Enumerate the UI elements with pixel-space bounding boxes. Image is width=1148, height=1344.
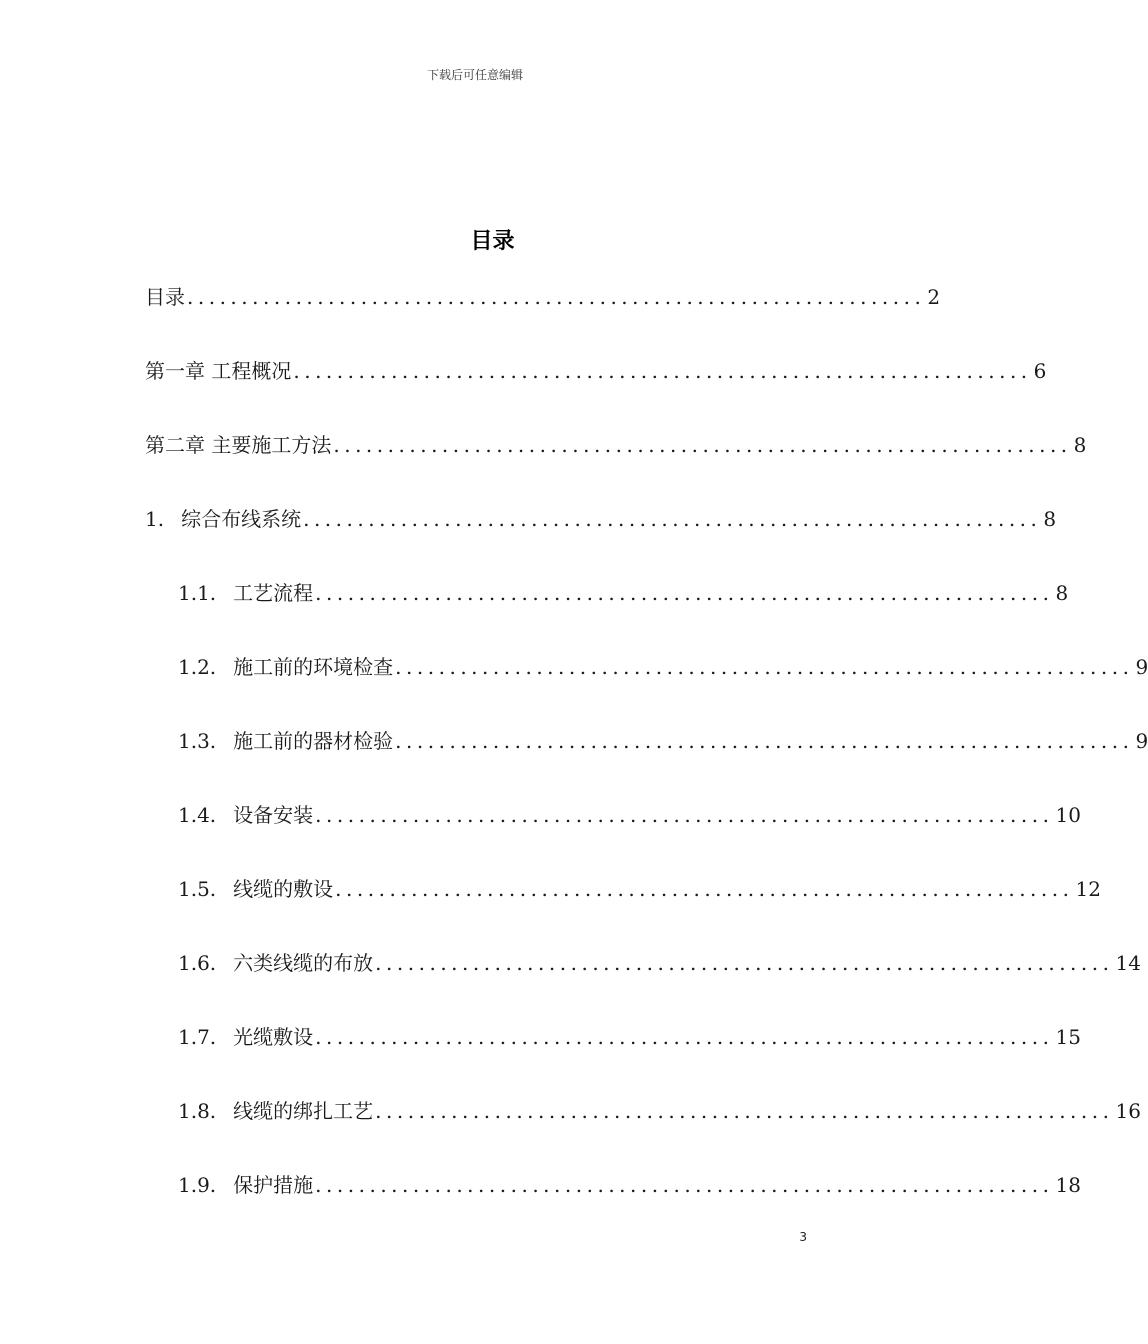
toc-entry[interactable] xyxy=(178,874,1101,904)
toc-entry-text: 线缆的绑扎工艺 xyxy=(233,1099,374,1123)
toc-entry-page: 14 xyxy=(1115,951,1141,975)
toc-entry[interactable] xyxy=(178,1096,1141,1126)
toc-entry-number: 1.7. xyxy=(178,1025,217,1049)
toc-entry-text: 施工前的器材检验 xyxy=(233,729,394,753)
toc-leader-dots: .................................................................... xyxy=(187,285,926,309)
toc-entry-page: 15 xyxy=(1055,1025,1081,1049)
toc-leader-dots: .................................................................... xyxy=(303,507,1042,531)
toc-entry-page: 6 xyxy=(1033,359,1047,383)
toc-entry-number: 1.3. xyxy=(178,729,217,753)
toc-leader-dots: .................................................................... xyxy=(375,1099,1114,1123)
toc-heading: 目录 xyxy=(470,229,515,254)
toc-entry-number: 1.8. xyxy=(178,1099,217,1123)
toc-entry[interactable] xyxy=(145,282,941,312)
toc-leader-dots: .................................................................... xyxy=(375,951,1114,975)
page-number: 3 xyxy=(799,1230,807,1244)
toc-entry-text: 六类线缆的布放 xyxy=(233,951,374,975)
toc-entry-page: 9 xyxy=(1135,655,1148,679)
toc-entry[interactable] xyxy=(178,578,1069,608)
toc-entry[interactable] xyxy=(178,1022,1081,1052)
toc-entry-number: 1.5. xyxy=(178,877,217,901)
toc-entry-text: 光缆敷设 xyxy=(233,1025,314,1049)
toc-entry[interactable] xyxy=(178,652,1148,682)
toc-entry-page: 18 xyxy=(1055,1173,1081,1197)
toc-entry-page: 12 xyxy=(1075,877,1101,901)
toc-entry[interactable] xyxy=(145,430,1087,460)
toc-leader-dots: .................................................................... xyxy=(315,581,1054,605)
toc-entry-text: 综合布线系统 xyxy=(181,507,302,531)
toc-entry-page: 8 xyxy=(1055,581,1069,605)
toc-entry-number: 1.1. xyxy=(178,581,217,605)
toc-entry-text: 第一章 工程概况 xyxy=(145,359,292,383)
toc-entry-page: 16 xyxy=(1115,1099,1141,1123)
toc-entry-number: 1.2. xyxy=(178,655,217,679)
toc-leader-dots: .................................................................... xyxy=(335,877,1074,901)
toc-entry-number: 1.6. xyxy=(178,951,217,975)
toc-entry-page: 9 xyxy=(1135,729,1148,753)
page-header: 下载后可任意编辑 xyxy=(426,68,523,82)
toc-entry[interactable] xyxy=(178,800,1081,830)
toc-entry-page: 8 xyxy=(1073,433,1087,457)
toc-leader-dots: .................................................................... xyxy=(395,729,1134,753)
toc-entry-text: 保护措施 xyxy=(233,1173,314,1197)
toc-entry-page: 10 xyxy=(1055,803,1081,827)
toc-entry[interactable] xyxy=(178,726,1148,756)
toc-entry[interactable] xyxy=(178,1170,1081,1200)
toc-entry[interactable] xyxy=(145,504,1057,534)
toc-leader-dots: .................................................................... xyxy=(315,1173,1054,1197)
toc-entry[interactable] xyxy=(145,356,1047,386)
toc-leader-dots: .................................................................... xyxy=(293,359,1032,383)
toc-entry-number: 1. xyxy=(145,507,165,531)
toc-leader-dots: .................................................................... xyxy=(395,655,1134,679)
toc-entry-text: 设备安装 xyxy=(233,803,314,827)
toc-entry-text: 施工前的环境检查 xyxy=(233,655,394,679)
toc-entry-text: 线缆的敷设 xyxy=(233,877,334,901)
toc-entry-page: 2 xyxy=(927,285,941,309)
toc-leader-dots: .................................................................... xyxy=(315,803,1054,827)
toc-entry-text: 第二章 主要施工方法 xyxy=(145,433,332,457)
toc-leader-dots: .................................................................... xyxy=(315,1025,1054,1049)
toc-entry-number: 1.4. xyxy=(178,803,217,827)
toc-entry-page: 8 xyxy=(1043,507,1057,531)
toc-leader-dots: .................................................................... xyxy=(333,433,1072,457)
toc-entry-text: 目录 xyxy=(145,285,185,309)
toc-entry[interactable] xyxy=(178,948,1141,978)
toc-entry-number: 1.9. xyxy=(178,1173,217,1197)
toc-entry-text: 工艺流程 xyxy=(233,581,314,605)
